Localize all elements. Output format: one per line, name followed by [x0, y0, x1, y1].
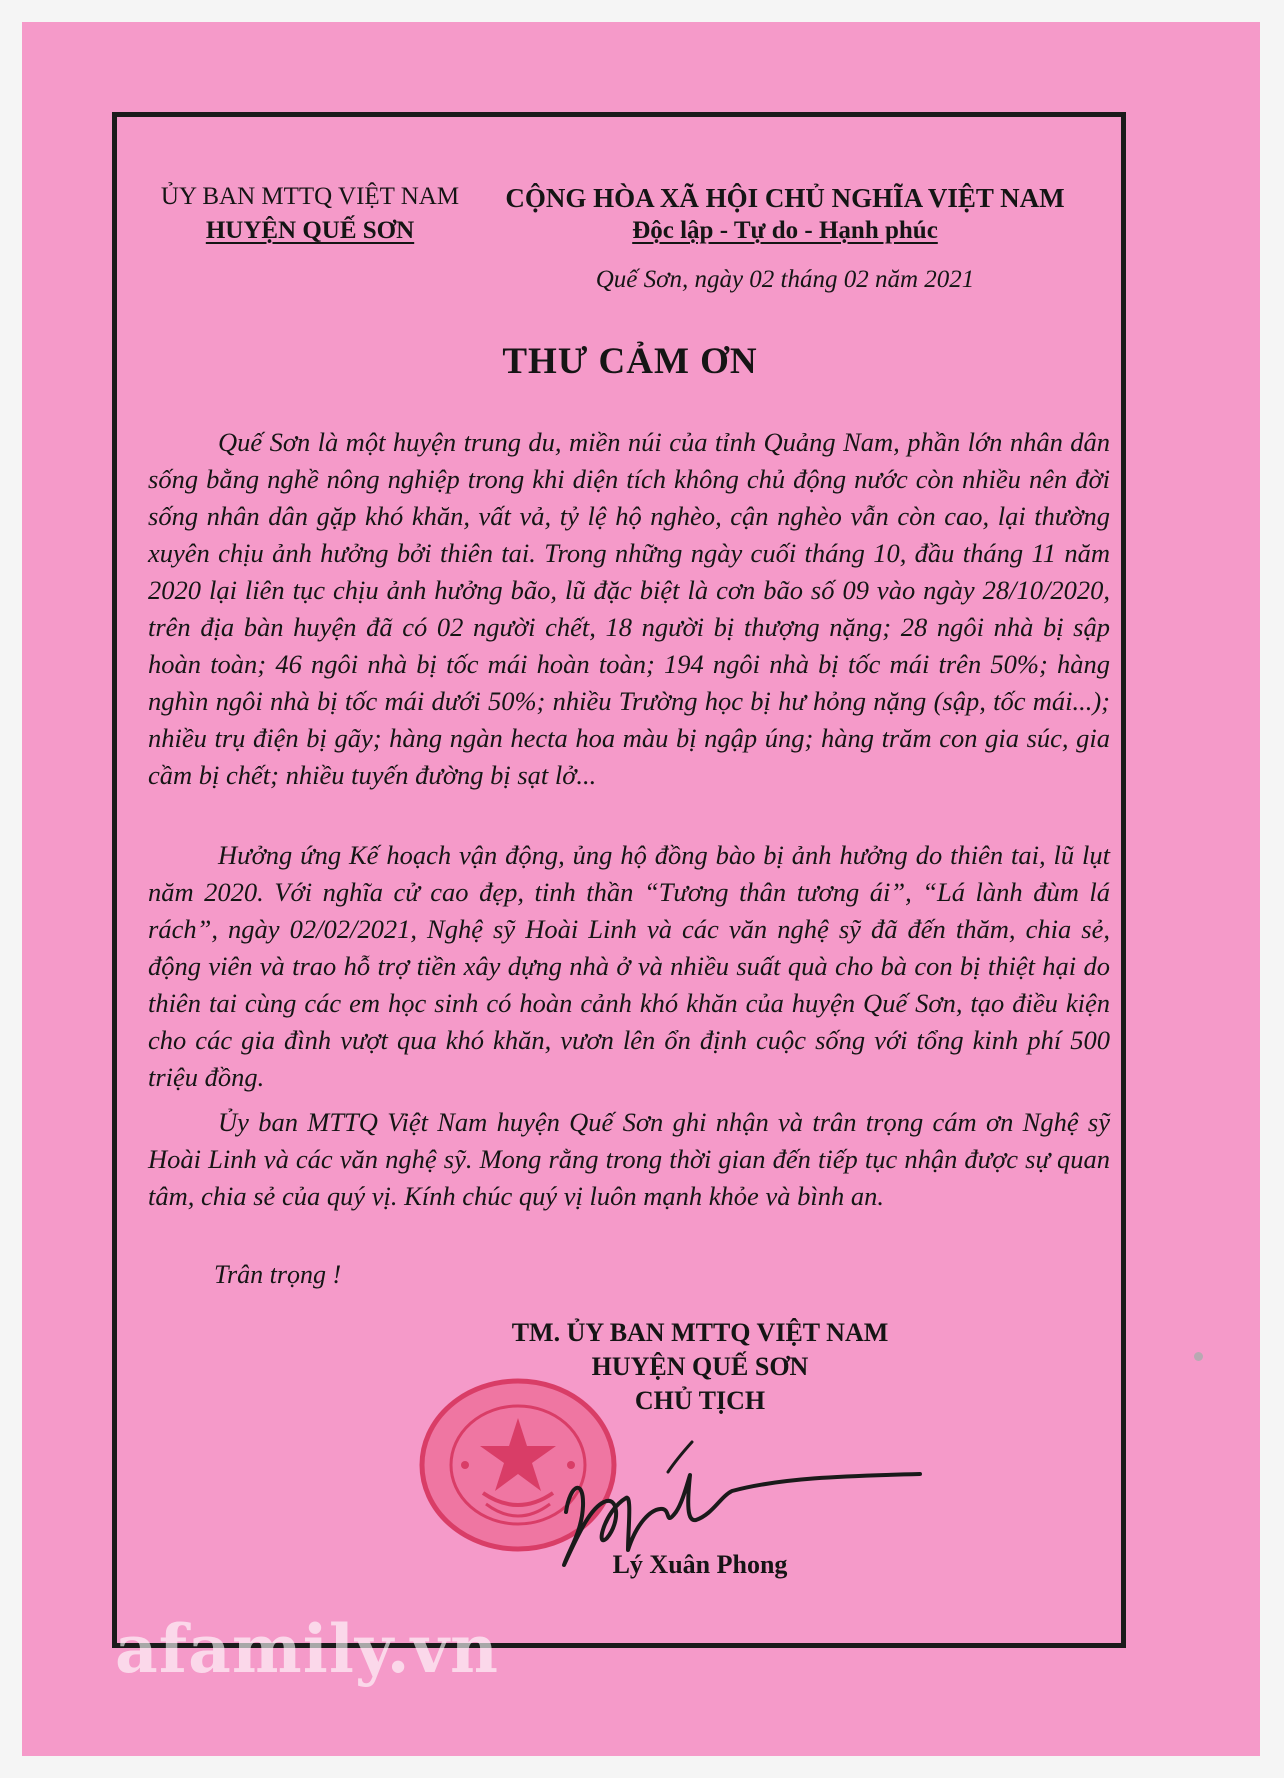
signature-title-line-3: CHỦ TỊCH — [634, 1386, 766, 1415]
signature-title-line-1: TM. ỦY BAN MTTQ VIỆT NAM — [511, 1318, 889, 1347]
signature-title-line-2: HUYỆN QUẾ SƠN — [591, 1352, 809, 1381]
paragraph-3: Ủy ban MTTQ Việt Nam huyện Quế Sơn ghi nhận và trân trọng cám ơn Nghệ sỹ Hoài Linh và các văn nghệ sỹ. Mong rằng trong thời gian đến tiếp tục nhận được sự quan tâm, chia sẻ của quý vị. Kính chúc quý vị luôn mạnh khỏe và bình an. — [148, 1107, 1110, 1211]
paragraph-1: Quế Sơn là một huyện trung du, miền núi của tỉnh Quảng Nam, phần lớn nhân dân sống bằng nghề nông nghiệp trong khi diện tích không chủ động nước còn nhiều nên đời sống nhân dân gặp khó khăn, vất vả, tỷ lệ hộ nghèo, cận nghèo vẫn còn cao, lại thường xuyên chịu ảnh hưởng bởi thiên tai. Trong những ngày cuối tháng 10, đầu tháng 11 năm 2020 lại liên tục chịu ảnh hưởng bão, lũ đặc biệt là cơn bão số 09 vào ngày 28/10/2020, trên địa bàn huyện đã có 02 người chết, 18 người bị thượng nặng; 28 ngôi nhà bị sập hoàn toàn; 46 ngôi nhà bị tốc mái hoàn toàn; 194 ngôi nhà bị tốc mái trên 50%; hàng nghìn ngôi nhà bị tốc mái dưới 50%; nhiều Trường học bị hư hỏng nặng (sập, tốc mái...); nhiều trụ điện bị gãy; hàng ngàn hecta hoa màu bị ngập úng; hàng trăm con gia súc, gia cầm bị chết; nhiều tuyến đường bị sạt lở... — [148, 427, 1110, 790]
issuing-organization: ỦY BAN MTTQ VIỆT NAM — [160, 183, 460, 210]
paragraph-2: Hưởng ứng Kế hoạch vận động, ủng hộ đồng bào bị ảnh hưởng do thiên tai, lũ lụt năm 2020. Với nghĩa cử cao đẹp, tinh thần “Tương thân tương ái”, “Lá lành đùm lá rách”, ngày 02/02/2021, Nghệ sỹ Hoài Linh và các văn nghệ sỹ đã đến thăm, chia sẻ, động viên và trao hỗ trợ tiền xây dựng nhà ở và nhiều suất quà cho bà con bị thiệt hại do thiên tai cùng các em học sinh có hoàn cảnh khó khăn của huyện Quế Sơn, tạo điều kiện cho các gia đình vượt qua khó khăn, vươn lên ổn định cuộc sống với tổng kinh phí 500 triệu đồng. — [148, 840, 1110, 1092]
handwritten-signature — [560, 1430, 960, 1570]
site-watermark: afamily.vn — [115, 1610, 499, 1688]
document-title: THƯ CẢM ƠN — [502, 341, 758, 382]
paper-mark — [1194, 1352, 1203, 1361]
document-date: Quế Sơn, ngày 02 tháng 02 năm 2021 — [595, 266, 975, 293]
national-title: CỘNG HÒA XÃ HỘI CHỦ NGHĨA VIỆT NAM — [505, 183, 1065, 213]
issuing-unit: HUYỆN QUẾ SƠN — [205, 217, 415, 244]
signer-name: Lý Xuân Phong — [612, 1550, 788, 1579]
national-motto: Độc lập - Tự do - Hạnh phúc — [632, 217, 938, 244]
closing-salutation: Trân trọng ! — [214, 1260, 342, 1289]
